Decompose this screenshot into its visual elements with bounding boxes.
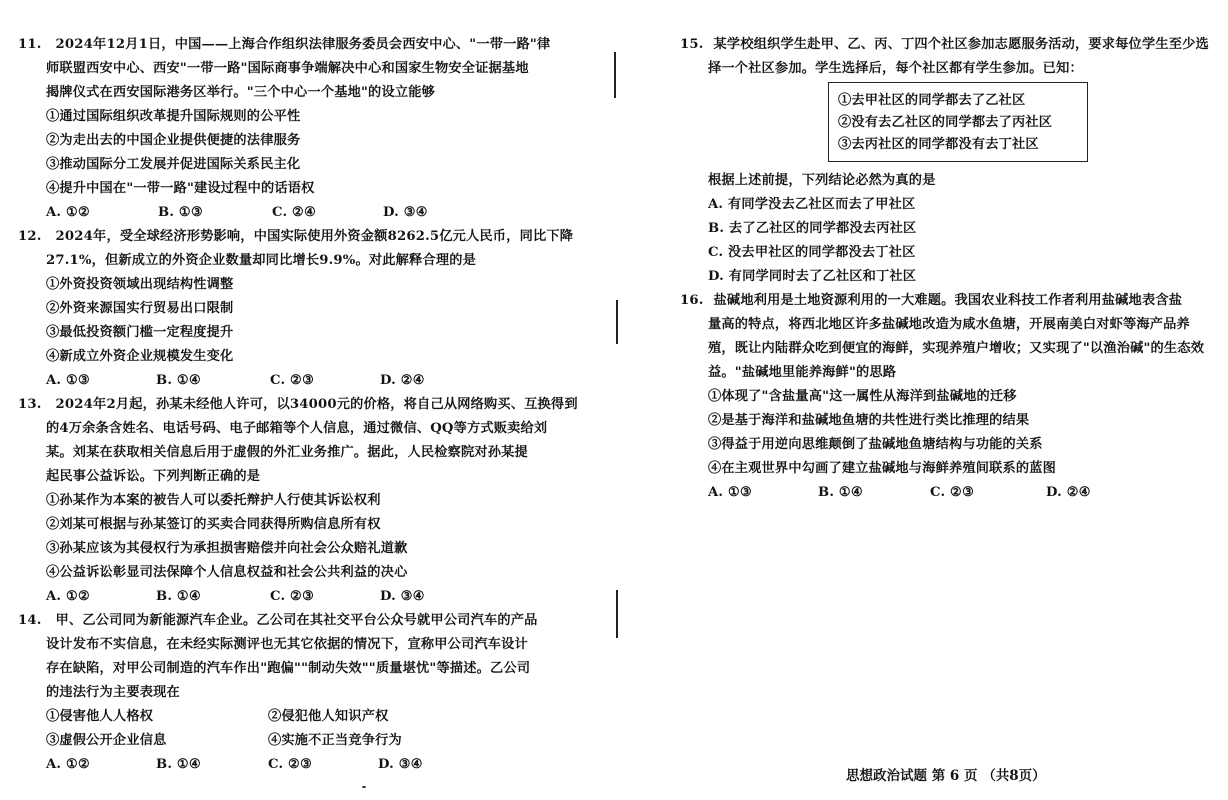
q14-stem-line-1: 14. 甲、乙公司同为新能源汽车企业。乙公司在其社交平台公众号就甲公司汽车的产品 — [18, 613, 538, 628]
q13-item-1: ①孙某作为本案的被告人可以委托辩护人行使其诉讼权利 — [46, 493, 381, 508]
q15-premise-2: ②没有去乙社区的同学都去了丙社区 — [838, 115, 1053, 130]
column-divider-mid — [616, 300, 618, 344]
q11-number: 11. — [18, 37, 42, 52]
q11-stem-line-3: 揭牌仪式在西安国际港务区举行。"三个中心一个基地"的设立能够 — [46, 85, 435, 100]
q13-stem-line-3: 某。刘某在获取相关信息后用于虚假的外汇业务推广。据此，人民检察院对孙某提 — [46, 445, 528, 460]
q11-item-3: ③推动国际分工发展并促进国际关系民主化 — [46, 157, 301, 172]
q14-item-4: ④实施不正当竞争行为 — [268, 733, 402, 748]
q16-item-3: ③得益于用逆向思维颠倒了盐碱地鱼塘结构与功能的关系 — [708, 437, 1043, 452]
column-divider-bottom — [616, 590, 618, 638]
q15-premise-1: ①去甲社区的同学都去了乙社区 — [838, 93, 1026, 108]
q14-item-1: ①侵害他人人格权 — [46, 709, 154, 724]
q15-stem-line-2: 择一个社区参加。学生选择后，每个社区都有学生参加。已知： — [708, 61, 1083, 76]
q14-item-3: ③虚假公开企业信息 — [46, 733, 167, 748]
q11-option-a: A. ①② — [46, 205, 91, 220]
q15-question: 根据上述前提，下列结论必然为真的是 — [708, 173, 936, 188]
q14-option-c: C. ②③ — [268, 757, 313, 772]
q11-stem-line-1: 11. 2024年12月1日，中国——上海合作组织法律服务委员会西安中心、"一带一路"律 — [18, 37, 551, 52]
q12-option-a: A. ①③ — [46, 373, 91, 388]
q13-stem-line-1: 13. 2024年2月起，孙某未经他人许可，以34000元的价格，将自己从网络购买、互换得到 — [18, 397, 578, 412]
q13-item-2: ②刘某可根据与孙某签订的买卖合同获得所购信息所有权 — [46, 517, 381, 532]
page-footer: 思想政治试题 第 6 页 （共8页） — [846, 768, 1046, 784]
q11-option-b: B. ①③ — [158, 205, 203, 220]
q16-stem-line-3: 殖，既让内陆群众吃到便宜的海鲜，实现养殖户增收；又实现了"以渔治碱"的生态效 — [708, 341, 1205, 356]
q13-option-c: C. ②③ — [270, 589, 315, 604]
q13-number: 13. — [18, 397, 42, 412]
q13-item-4: ④公益诉讼彰显司法保障个人信息权益和社会公共利益的决心 — [46, 565, 408, 580]
q12-option-c: C. ②③ — [270, 373, 315, 388]
q16-stem-line-1: 16. 盐碱地利用是土地资源利用的一大难题。我国农业科技工作者利用盐碱地表含盐 — [680, 293, 1183, 308]
q14-stem-line-4: 的违法行为主要表现在 — [46, 685, 180, 700]
q12-option-d: D. ②④ — [380, 373, 425, 388]
q15-option-d: D. 有同学同时去了乙社区和丁社区 — [708, 269, 917, 284]
q15-option-c: C. 没去甲社区的同学都没去丁社区 — [708, 245, 916, 260]
q11-stem-line-2: 师联盟西安中心、西安"一带一路"国际商事争端解决中心和国家生物安全证据基地 — [46, 61, 529, 76]
q11-option-c: C. ②④ — [272, 205, 317, 220]
q16-option-c: C. ②③ — [930, 485, 975, 500]
q15-stem-line-1: 15. 某学校组织学生赴甲、乙、丙、丁四个社区参加志愿服务活动，要求每位学生至少选 — [680, 37, 1209, 52]
q13-item-3: ③孙某应该为其侵权行为承担损害赔偿并向社会公众赔礼道歉 — [46, 541, 408, 556]
q12-option-b: B. ①④ — [156, 373, 201, 388]
q12-item-1: ①外资投资领域出现结构性调整 — [46, 277, 234, 292]
q16-number: 16. — [680, 293, 704, 308]
q13-stem-line-4: 起民事公益诉讼。下列判断正确的是 — [46, 469, 261, 484]
q16-item-4: ④在主观世界中勾画了建立盐碱地与海鲜养殖间联系的蓝图 — [708, 461, 1057, 476]
q16-stem-line-4: 益。"盐碱地里能养海鲜"的思路 — [708, 365, 897, 380]
q13-option-a: A. ①② — [46, 589, 91, 604]
q14-stem-line-3: 存在缺陷，对甲公司制造的汽车作出"跑偏""制动失效""质量堪忧"等描述。乙公司 — [46, 661, 531, 676]
q11-option-d: D. ③④ — [383, 205, 428, 220]
q14-number: 14. — [18, 613, 42, 628]
q12-stem-line-2: 27.1%，但新成立的外资企业数量却同比增长9.9%。对此解释合理的是 — [46, 253, 476, 268]
q11-item-1: ①通过国际组织改革提升国际规则的公平性 — [46, 109, 301, 124]
q13-option-b: B. ①④ — [156, 589, 201, 604]
q15-option-a: A. 有同学没去乙社区而去了甲社区 — [708, 197, 916, 212]
q13-option-d: D. ③④ — [380, 589, 425, 604]
q14-option-a: A. ①② — [46, 757, 91, 772]
q12-stem-line-1: 12. 2024年，受全球经济形势影响，中国实际使用外资金额8262.5亿元人民币，同比下降 — [18, 229, 574, 244]
column-divider-top — [614, 52, 616, 98]
q16-item-2: ②是基于海洋和盐碱地鱼塘的共性进行类比推理的结果 — [708, 413, 1030, 428]
q14-option-b: B. ①④ — [156, 757, 201, 772]
scan-speck — [362, 786, 366, 788]
q12-number: 12. — [18, 229, 42, 244]
q12-item-3: ③最低投资额门槛一定程度提升 — [46, 325, 234, 340]
q16-option-d: D. ②④ — [1046, 485, 1091, 500]
q16-stem-line-2: 量高的特点，将西北地区许多盐碱地改造为咸水鱼塘，开展南美白对虾等海产品养 — [708, 317, 1190, 332]
q13-stem-line-2: 的4万余条含姓名、电话号码、电子邮箱等个人信息，通过微信、QQ等方式贩卖给刘 — [46, 421, 548, 436]
q14-option-d: D. ③④ — [378, 757, 423, 772]
q15-number: 15. — [680, 37, 704, 52]
q14-item-2: ②侵犯他人知识产权 — [268, 709, 389, 724]
q14-stem-line-2: 设计发布不实信息，在未经实际测评也无其它依据的情况下，宣称甲公司汽车设计 — [46, 637, 528, 652]
q15-premise-3: ③去丙社区的同学都没有去丁社区 — [838, 137, 1039, 152]
q16-item-1: ①体现了"含盐量高"这一属性从海洋到盐碱地的迁移 — [708, 389, 1017, 404]
q11-item-2: ②为走出去的中国企业提供便捷的法律服务 — [46, 133, 301, 148]
q11-item-4: ④提升中国在"一带一路"建设过程中的话语权 — [46, 181, 315, 196]
q12-item-4: ④新成立外资企业规模发生变化 — [46, 349, 234, 364]
q12-item-2: ②外资来源国实行贸易出口限制 — [46, 301, 234, 316]
q15-option-b: B. 去了乙社区的同学都没去丙社区 — [708, 221, 917, 236]
q16-option-a: A. ①③ — [708, 485, 753, 500]
q16-option-b: B. ①④ — [818, 485, 863, 500]
